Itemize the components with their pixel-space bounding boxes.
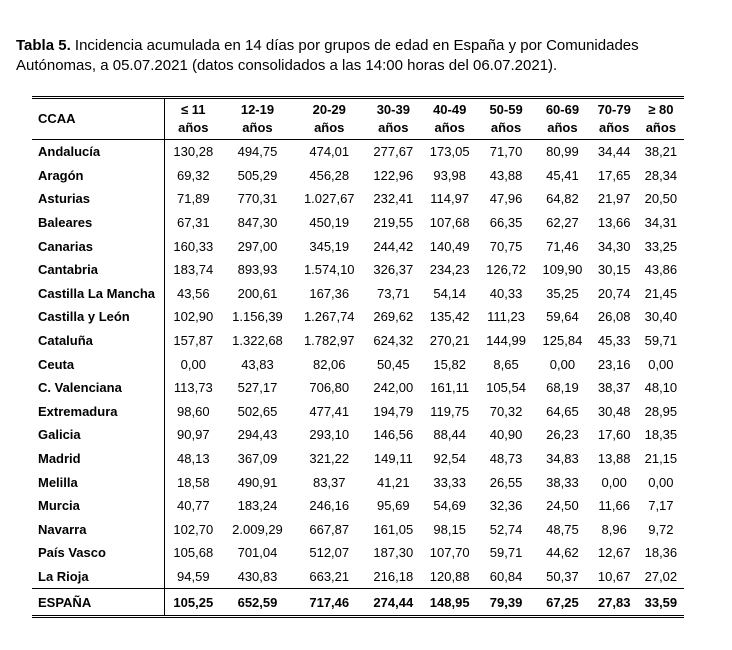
incidence-cell: 146,56 [373,427,414,443]
incidence-cell: 269,62 [373,309,414,325]
incidence-cell: 54,69 [433,498,466,514]
region-name: Madrid [32,447,165,471]
total-region: ESPAÑA [32,589,165,617]
incidence-cell: 26,55 [489,474,523,490]
incidence-cell: 26,23 [546,427,579,443]
incidence-cell: 18,36 [644,545,678,561]
incidence-cell: 1.574,10 [303,262,355,278]
region-name: Baleares [32,211,165,235]
age-unit: años [178,120,209,135]
incidence-cell: 68,19 [546,380,579,396]
incidence-cell: 70,75 [489,238,523,254]
incidence-cell: 38,33 [546,474,579,490]
incidence-cell: 183,24 [237,498,278,514]
table-row [32,376,684,400]
incidence-cell: 18,58 [177,474,210,490]
incidence-cell: 33,25 [644,238,678,254]
incidence-cell: 505,29 [237,167,278,183]
total-row [32,589,684,617]
region-name: Melilla [32,470,165,494]
region-name: Castilla y León [32,305,165,329]
incidence-cell: 80,99 [546,144,579,160]
incidence-cell: 120,88 [429,568,470,584]
incidence-cell: 13,66 [597,215,631,231]
region-name: Canarias [32,234,165,258]
incidence-cell: 24,50 [546,498,579,514]
incidence-cell: 95,69 [377,498,410,514]
table-header [32,98,684,140]
incidence-cell: 527,17 [237,380,278,396]
table-caption [16,36,656,76]
incidence-cell: 27,02 [644,568,678,584]
incidence-cell: 847,30 [237,215,278,231]
incidence-cell: 494,75 [237,144,278,160]
incidence-cell: 33,33 [433,474,466,490]
incidence-cell: 244,42 [373,238,414,254]
region-name: Andalucía [32,140,165,164]
age-unit: años [314,120,345,135]
incidence-cell: 34,30 [597,238,631,254]
incidence-cell: 149,11 [373,451,413,467]
table-row [32,258,684,282]
incidence-cell: 113,73 [173,380,213,396]
region-name: Galicia [32,423,165,447]
incidence-cell: 40,90 [489,427,523,443]
incidence-cell: 0,00 [601,474,627,490]
incidence-cell: 194,79 [373,403,414,419]
incidence-cell: 111,23 [487,309,525,325]
incidence-cell: 232,41 [373,191,414,207]
incidence-cell: 34,44 [597,144,631,160]
incidence-cell: 126,72 [486,262,526,278]
incidence-cell: 293,10 [309,427,350,443]
incidence-cell: 60,84 [489,568,523,584]
incidence-cell: 82,06 [312,356,346,372]
incidence-cell: 242,00 [373,380,414,396]
incidence-cell: 48,75 [546,521,579,537]
incidence-cell: 48,10 [644,380,678,396]
incidence-cell: 474,01 [309,144,350,160]
header-age-group [478,98,534,140]
incidence-cell: 30,48 [597,403,631,419]
incidence-cell: 477,41 [309,403,350,419]
table-row [32,565,684,589]
incidence-cell: 114,97 [430,191,470,207]
incidence-cell: 107,70 [429,545,470,561]
region-name: Cantabria [32,258,165,282]
incidence-cell: 107,68 [429,215,470,231]
incidence-cell: 345,19 [309,238,350,254]
incidence-cell: 50,45 [377,356,410,372]
incidence-cell: 119,75 [430,403,470,419]
incidence-cell: 21,45 [644,285,678,301]
incidence-cell: 59,64 [546,309,579,325]
table-row [32,282,684,306]
incidence-cell: 40,77 [177,498,210,514]
incidence-cell: 0,00 [180,356,206,372]
incidence-cell: 167,36 [309,285,350,301]
incidence-cell: 9,72 [648,521,674,537]
table-row [32,187,684,211]
incidence-cell: 88,44 [433,427,466,443]
table-row [32,329,684,353]
incidence-cell: 161,11 [430,380,470,396]
incidence-cell: 270,21 [429,333,470,349]
age-range: ≥ 80 [648,102,674,117]
incidence-cell: 94,59 [177,568,210,584]
incidence-cell: 216,18 [373,568,414,584]
age-unit: años [378,120,409,135]
table-row [32,518,684,542]
incidence-cell: 11,66 [598,498,630,514]
age-unit: años [645,120,677,135]
region-name: Aragón [32,164,165,188]
incidence-cell: 187,30 [373,545,414,561]
incidence-cell: 125,84 [542,333,583,349]
age-unit: años [434,120,465,135]
age-range: 70-79 [597,102,631,117]
incidence-cell: 701,04 [237,545,278,561]
incidence-cell: 59,71 [489,545,523,561]
total-cell: 67,25 [534,589,590,617]
incidence-cell: 90,97 [177,427,210,443]
incidence-cell: 71,89 [177,191,210,207]
incidence-cell: 122,96 [373,167,414,183]
incidence-cell: 140,49 [429,238,470,254]
incidence-cell: 105,68 [173,545,214,561]
incidence-cell: 770,31 [237,191,278,207]
table-row [32,470,684,494]
incidence-cell: 8,65 [493,356,519,372]
total-cell: 274,44 [365,589,421,617]
incidence-cell: 1.322,68 [232,333,283,349]
table-row [32,164,684,188]
incidence-table [32,96,684,618]
incidence-cell: 67,31 [177,215,210,231]
incidence-cell: 1.156,39 [232,309,283,325]
header-age-group [638,98,684,140]
incidence-cell: 12,67 [597,545,631,561]
incidence-cell: 44,62 [546,545,579,561]
incidence-cell: 367,09 [237,451,278,467]
total-cell: 717,46 [293,589,365,617]
incidence-cell: 893,93 [237,262,278,278]
age-range: ≤ 11 [181,102,206,117]
incidence-cell: 93,98 [433,167,466,183]
table-row [32,400,684,424]
incidence-cell: 15,82 [433,356,466,372]
incidence-cell: 502,65 [237,403,278,419]
total-cell: 79,39 [478,589,534,617]
region-name: Cataluña [32,329,165,353]
region-name: La Rioja [32,565,165,589]
incidence-cell: 294,43 [237,427,278,443]
incidence-cell: 0,00 [648,356,674,372]
caption-text: Incidencia acumulada en 14 días por grupos de edad en España y por Comunidades Autónomas, a 05.07.2021 (datos consolidados a las 14:00 horas del 06.07.2021). [16,37,639,74]
region-name: Castilla La Mancha [32,282,165,306]
incidence-cell: 200,61 [237,285,278,301]
incidence-cell: 246,16 [309,498,350,514]
total-cell: 27,83 [591,589,638,617]
incidence-cell: 34,83 [546,451,579,467]
incidence-cell: 45,41 [546,167,579,183]
incidence-cell: 43,83 [241,356,274,372]
incidence-cell: 109,90 [542,262,583,278]
incidence-cell: 38,37 [597,380,631,396]
header-age-group [422,98,478,140]
incidence-cell: 50,37 [546,568,579,584]
incidence-cell: 219,55 [373,215,414,231]
age-range: 12-19 [240,102,275,117]
table-row [32,140,684,164]
region-name: Navarra [32,518,165,542]
incidence-cell: 71,46 [546,238,579,254]
table-row [32,541,684,565]
incidence-cell: 1.027,67 [303,191,355,207]
incidence-cell: 43,56 [177,285,210,301]
header-row [32,98,684,140]
total-cell: 105,25 [165,589,222,617]
incidence-cell: 20,74 [597,285,631,301]
incidence-cell: 157,87 [173,333,214,349]
table-row [32,211,684,235]
incidence-cell: 706,80 [309,380,350,396]
incidence-cell: 62,27 [546,215,579,231]
incidence-cell: 667,87 [309,521,350,537]
incidence-cell: 83,37 [312,474,346,490]
incidence-cell: 21,97 [597,191,631,207]
incidence-cell: 1.267,74 [303,309,355,325]
table-row [32,423,684,447]
incidence-cell: 173,05 [429,144,470,160]
table-row [32,494,684,518]
incidence-cell: 34,31 [644,215,678,231]
total-cell: 33,59 [638,589,684,617]
incidence-cell: 2.009,29 [232,521,283,537]
incidence-cell: 105,54 [486,380,526,396]
incidence-cell: 64,65 [546,403,579,419]
header-age-group [222,98,294,140]
incidence-cell: 10,67 [597,568,631,584]
incidence-cell: 52,74 [489,521,523,537]
incidence-cell: 624,32 [373,333,414,349]
incidence-cell: 38,21 [644,144,678,160]
header-age-group [365,98,421,140]
header-age-group [293,98,365,140]
incidence-cell: 1.782,97 [303,333,355,349]
region-name: Extremadura [32,400,165,424]
incidence-cell: 160,33 [173,238,214,254]
incidence-cell: 43,88 [489,167,523,183]
incidence-cell: 13,88 [597,451,631,467]
incidence-cell: 47,96 [489,191,523,207]
incidence-cell: 40,33 [489,285,523,301]
region-name: Asturias [32,187,165,211]
incidence-cell: 450,19 [309,215,350,231]
age-unit: años [599,120,630,135]
incidence-cell: 234,23 [429,262,470,278]
table-footer [32,589,684,617]
incidence-cell: 35,25 [546,285,579,301]
region-name: Ceuta [32,352,165,376]
table-row [32,305,684,329]
age-range: 60-69 [545,102,580,117]
incidence-cell: 18,35 [644,427,678,443]
header-age-group [534,98,590,140]
incidence-cell: 161,05 [373,521,414,537]
incidence-cell: 64,82 [546,191,579,207]
incidence-cell: 512,07 [309,545,350,561]
age-range: 30-39 [376,102,410,117]
incidence-cell: 69,32 [177,167,210,183]
incidence-cell: 430,83 [237,568,278,584]
incidence-cell: 66,35 [489,215,523,231]
incidence-cell: 48,73 [489,451,523,467]
incidence-cell: 30,15 [597,262,631,278]
incidence-cell: 326,37 [373,262,414,278]
age-unit: años [242,120,273,135]
incidence-cell: 0,00 [648,474,674,490]
incidence-cell: 43,86 [644,262,678,278]
incidence-cell: 26,08 [597,309,631,325]
incidence-cell: 144,99 [486,333,526,349]
age-unit: años [547,120,578,135]
incidence-cell: 28,34 [644,167,678,183]
incidence-cell: 456,28 [309,167,350,183]
incidence-cell: 45,33 [597,333,631,349]
incidence-cell: 183,74 [173,262,214,278]
incidence-cell: 135,42 [429,309,470,325]
age-range: 20-29 [312,102,346,117]
incidence-cell: 73,71 [377,285,410,301]
incidence-cell: 98,15 [433,521,466,537]
incidence-cell: 102,90 [173,309,214,325]
incidence-cell: 70,32 [489,403,523,419]
age-range: 40-49 [433,102,467,117]
incidence-cell: 59,71 [644,333,678,349]
incidence-cell: 663,21 [309,568,350,584]
incidence-cell: 130,28 [173,144,214,160]
total-cell: 148,95 [422,589,478,617]
header-age-group [165,98,222,140]
table-row [32,234,684,258]
incidence-cell: 23,16 [597,356,631,372]
incidence-cell: 48,13 [177,451,210,467]
incidence-cell: 92,54 [433,451,466,467]
table-body [32,140,684,589]
age-unit: años [490,120,522,135]
incidence-cell: 20,50 [644,191,678,207]
incidence-cell: 28,95 [644,403,678,419]
incidence-cell: 32,36 [489,498,523,514]
incidence-cell: 71,70 [489,144,523,160]
incidence-cell: 98,60 [177,403,210,419]
age-range: 50-59 [489,102,523,117]
table-row [32,447,684,471]
incidence-cell: 490,91 [237,474,278,490]
incidence-cell: 7,17 [648,498,674,514]
total-cell: 652,59 [222,589,294,617]
caption-label: Tabla 5. [16,37,71,54]
incidence-cell: 54,14 [433,285,466,301]
incidence-cell: 41,21 [377,474,410,490]
header-age-group [591,98,638,140]
incidence-cell: 8,96 [601,521,627,537]
incidence-cell: 277,67 [373,144,414,160]
region-name: País Vasco [32,541,165,565]
header-ccaa: CCAA [32,98,165,140]
incidence-cell: 17,65 [597,167,631,183]
incidence-cell: 321,22 [309,451,350,467]
incidence-cell: 297,00 [237,238,278,254]
region-name: Murcia [32,494,165,518]
table-row [32,352,684,376]
incidence-cell: 21,15 [644,451,678,467]
incidence-cell: 30,40 [644,309,678,325]
incidence-cell: 17,60 [597,427,631,443]
incidence-cell: 102,70 [173,521,214,537]
incidence-cell: 0,00 [549,356,576,372]
region-name: C. Valenciana [32,376,165,400]
